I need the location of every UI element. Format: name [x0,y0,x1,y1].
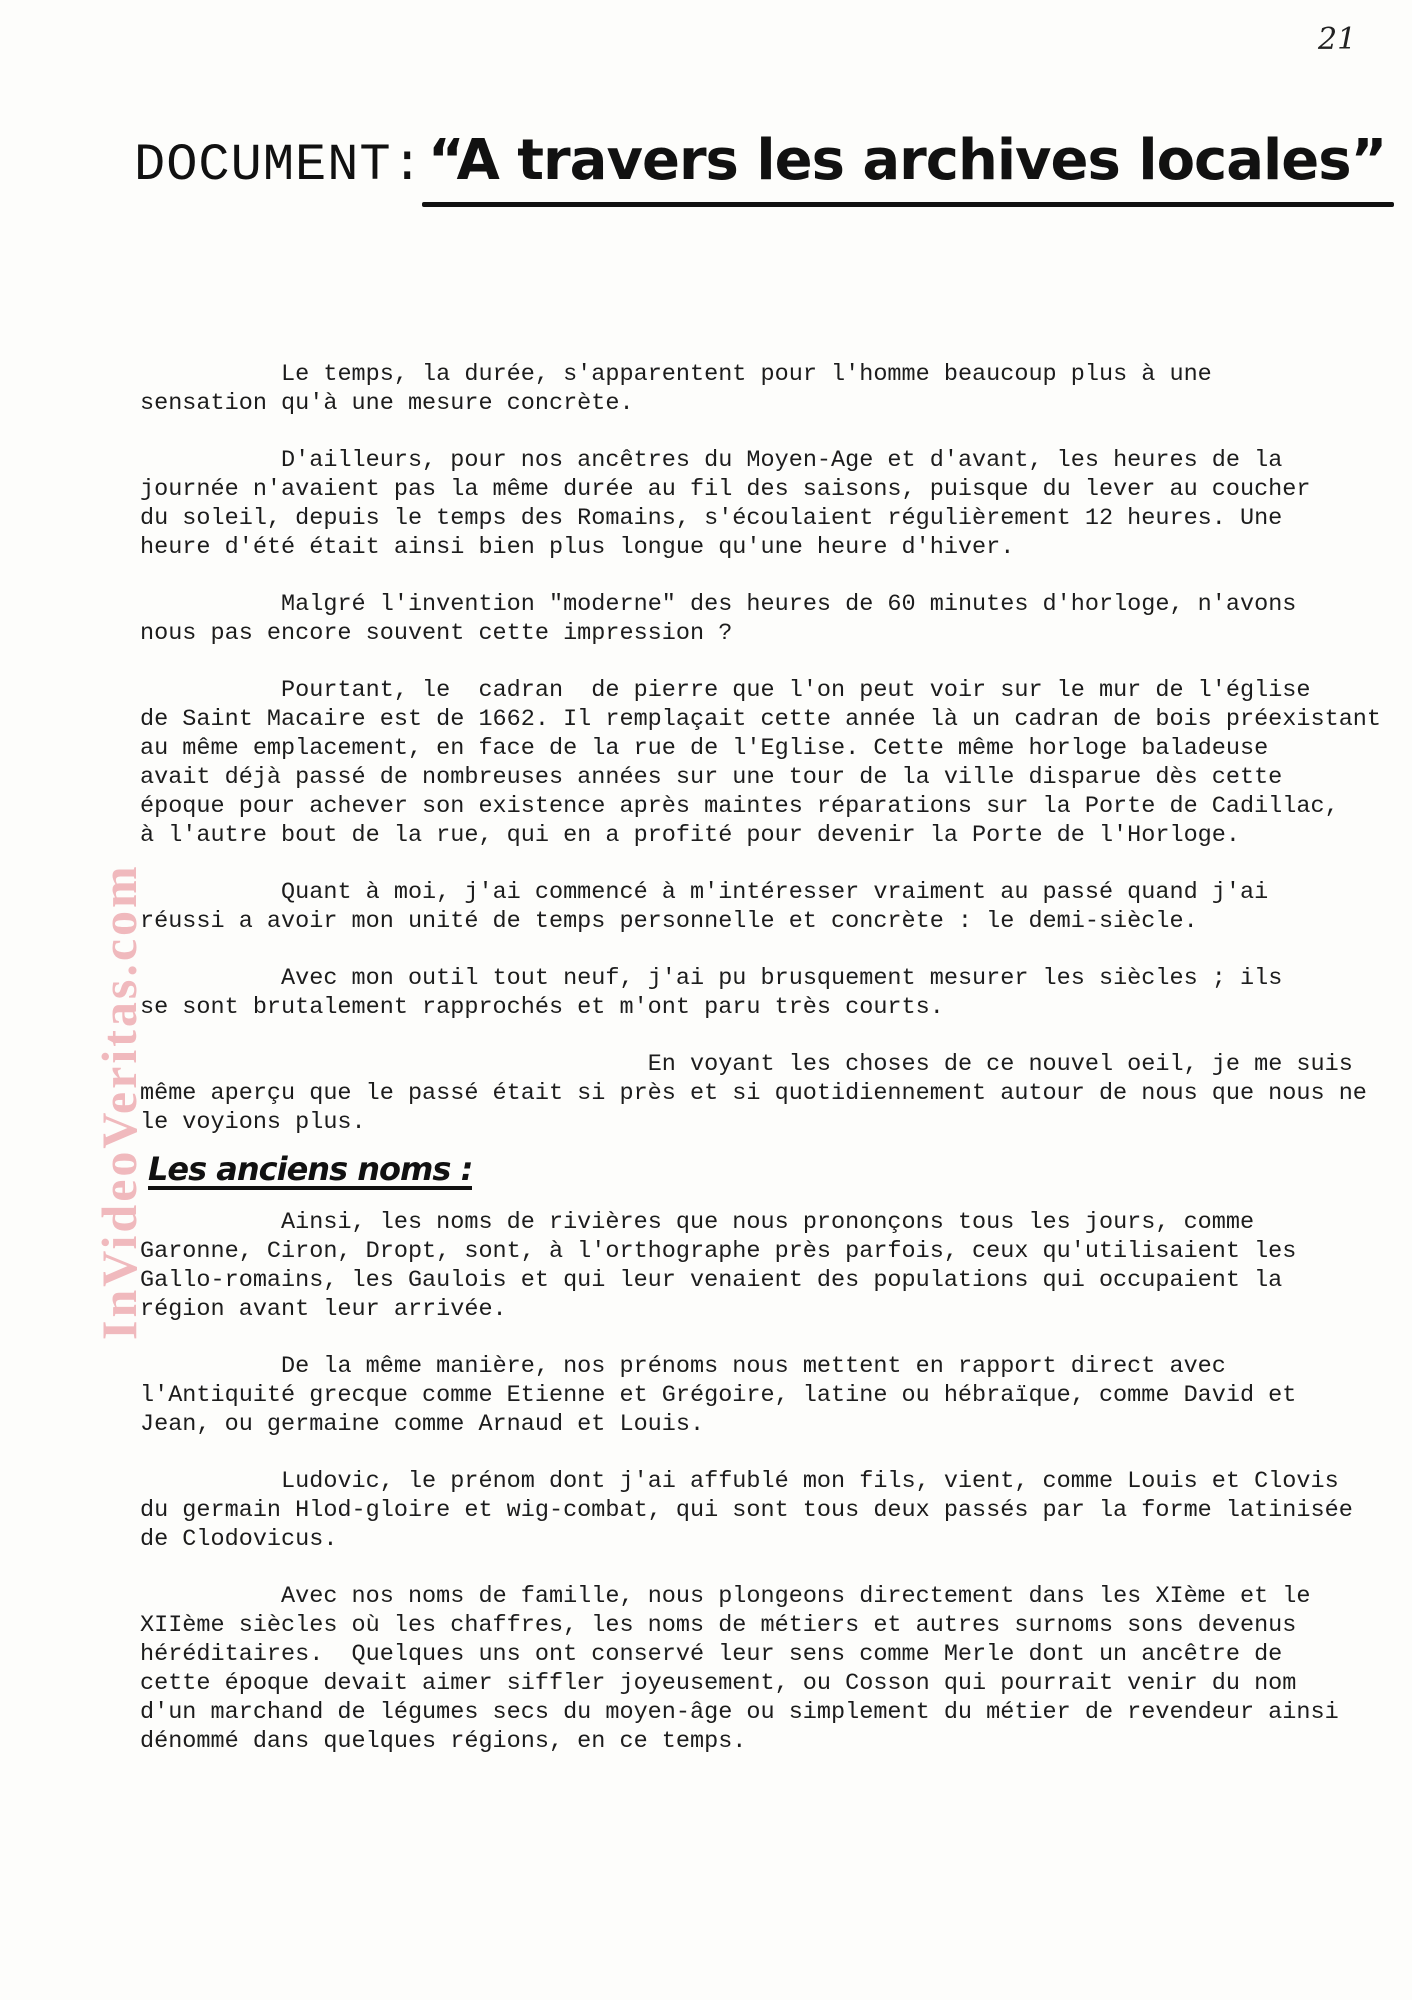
document-title [134,128,1387,208]
paragraph: Le temps, la durée, s'apparentent pour l'homme beaucoup plus à une sensation qu'à une mesure concrète. [140,361,1212,417]
paragraph: En voyant les choses de ce nouvel oeil, je me suis même aperçu que le passé était si près et si quotidiennement autour de nous que nous ne le voyions plus. [140,1051,1367,1136]
title-typed-label: DOCUMENT: [134,136,424,195]
paragraph: De la même manière, nos prénoms nous mettent en rapport direct avec l'Antiquité grecque comme Etienne et Grégoire, latine ou hébraïque, comme David et Jean, ou germaine comme Arnaud et Louis. [140,1353,1297,1438]
paragraph: Malgré l'invention "moderne" des heures de 60 minutes d'horloge, n'avons nous pas encore souvent cette impression ? [140,591,1297,647]
paragraph: Avec mon outil tout neuf, j'ai pu brusquement mesurer les siècles ; ils se sont brutalement rapprochés et m'ont paru très courts. [140,965,1283,1021]
paragraph: Avec nos noms de famille, nous plongeons directement dans les XIème et le XIIème siècles où les chaffres, les noms de métiers et autres surnoms sons devenus héréditaires. Quelques uns ont conservé leur sens comme Merle dont un ancêtre de cette époque devait aimer siffler joyeusement, ou Cosson qui pourrait venir du nom d'un marchand de légumes secs du moyen-âge ou simplement du métier de revendeur ainsi dénommé dans quelques régions, en ce temps. [140,1583,1339,1755]
body-text [140,360,1400,1784]
paragraph: Quant à moi, j'ai commencé à m'intéresser vraiment au passé quand j'ai réussi a avoir mon unité de temps personnelle et concrète : le demi-siècle. [140,879,1269,935]
paragraph: Ludovic, le prénom dont j'ai affublé mon fils, vient, comme Louis et Clovis du germain Hlod-gloire et wig-combat, qui sont tous deux passés par la forme latinisée de Clodovicus. [140,1468,1353,1553]
paragraph: Ainsi, les noms de rivières que nous prononçons tous les jours, comme Garonne, Ciron, Dropt, sont, à l'orthographe près parfois, ceux qu'utilisaient les Gallo-romains, les Gaulois et qui leur venaient des populations qui occupaient la région avant leur arrivée. [140,1209,1297,1323]
paragraph: Pourtant, le cadran de pierre que l'on peut voir sur le mur de l'église de Saint Macaire est de 1662. Il remplaçait cette année là un cadran de bois préexistant au même emplacement, en face de la rue de l'Eglise. Cette même horloge baladeuse avait déjà passé de nombreuses années sur une tour de la ville disparue dès cette époque pour achever son existence après maintes réparations sur la Porte de Cadillac, à l'autre bout de la rue, qui en a profité pour devenir la Porte de l'Horloge. [140,677,1382,849]
page-number: 21 [1318,22,1357,57]
title-handwritten: “A travers les archives locales” [427,128,1387,193]
watermark: InVideoVeritas.com [91,863,147,1340]
section-heading: Les anciens noms : [148,1150,473,1188]
paragraph: D'ailleurs, pour nos ancêtres du Moyen-Age et d'avant, les heures de la journée n'avaient pas la même durée au fil des saisons, puisque du lever au coucher du soleil, depuis le temps des Romains, s'écoulaient régulièrement 12 heures. Une heure d'été était ainsi bien plus longue qu'une heure d'hiver. [140,447,1311,561]
